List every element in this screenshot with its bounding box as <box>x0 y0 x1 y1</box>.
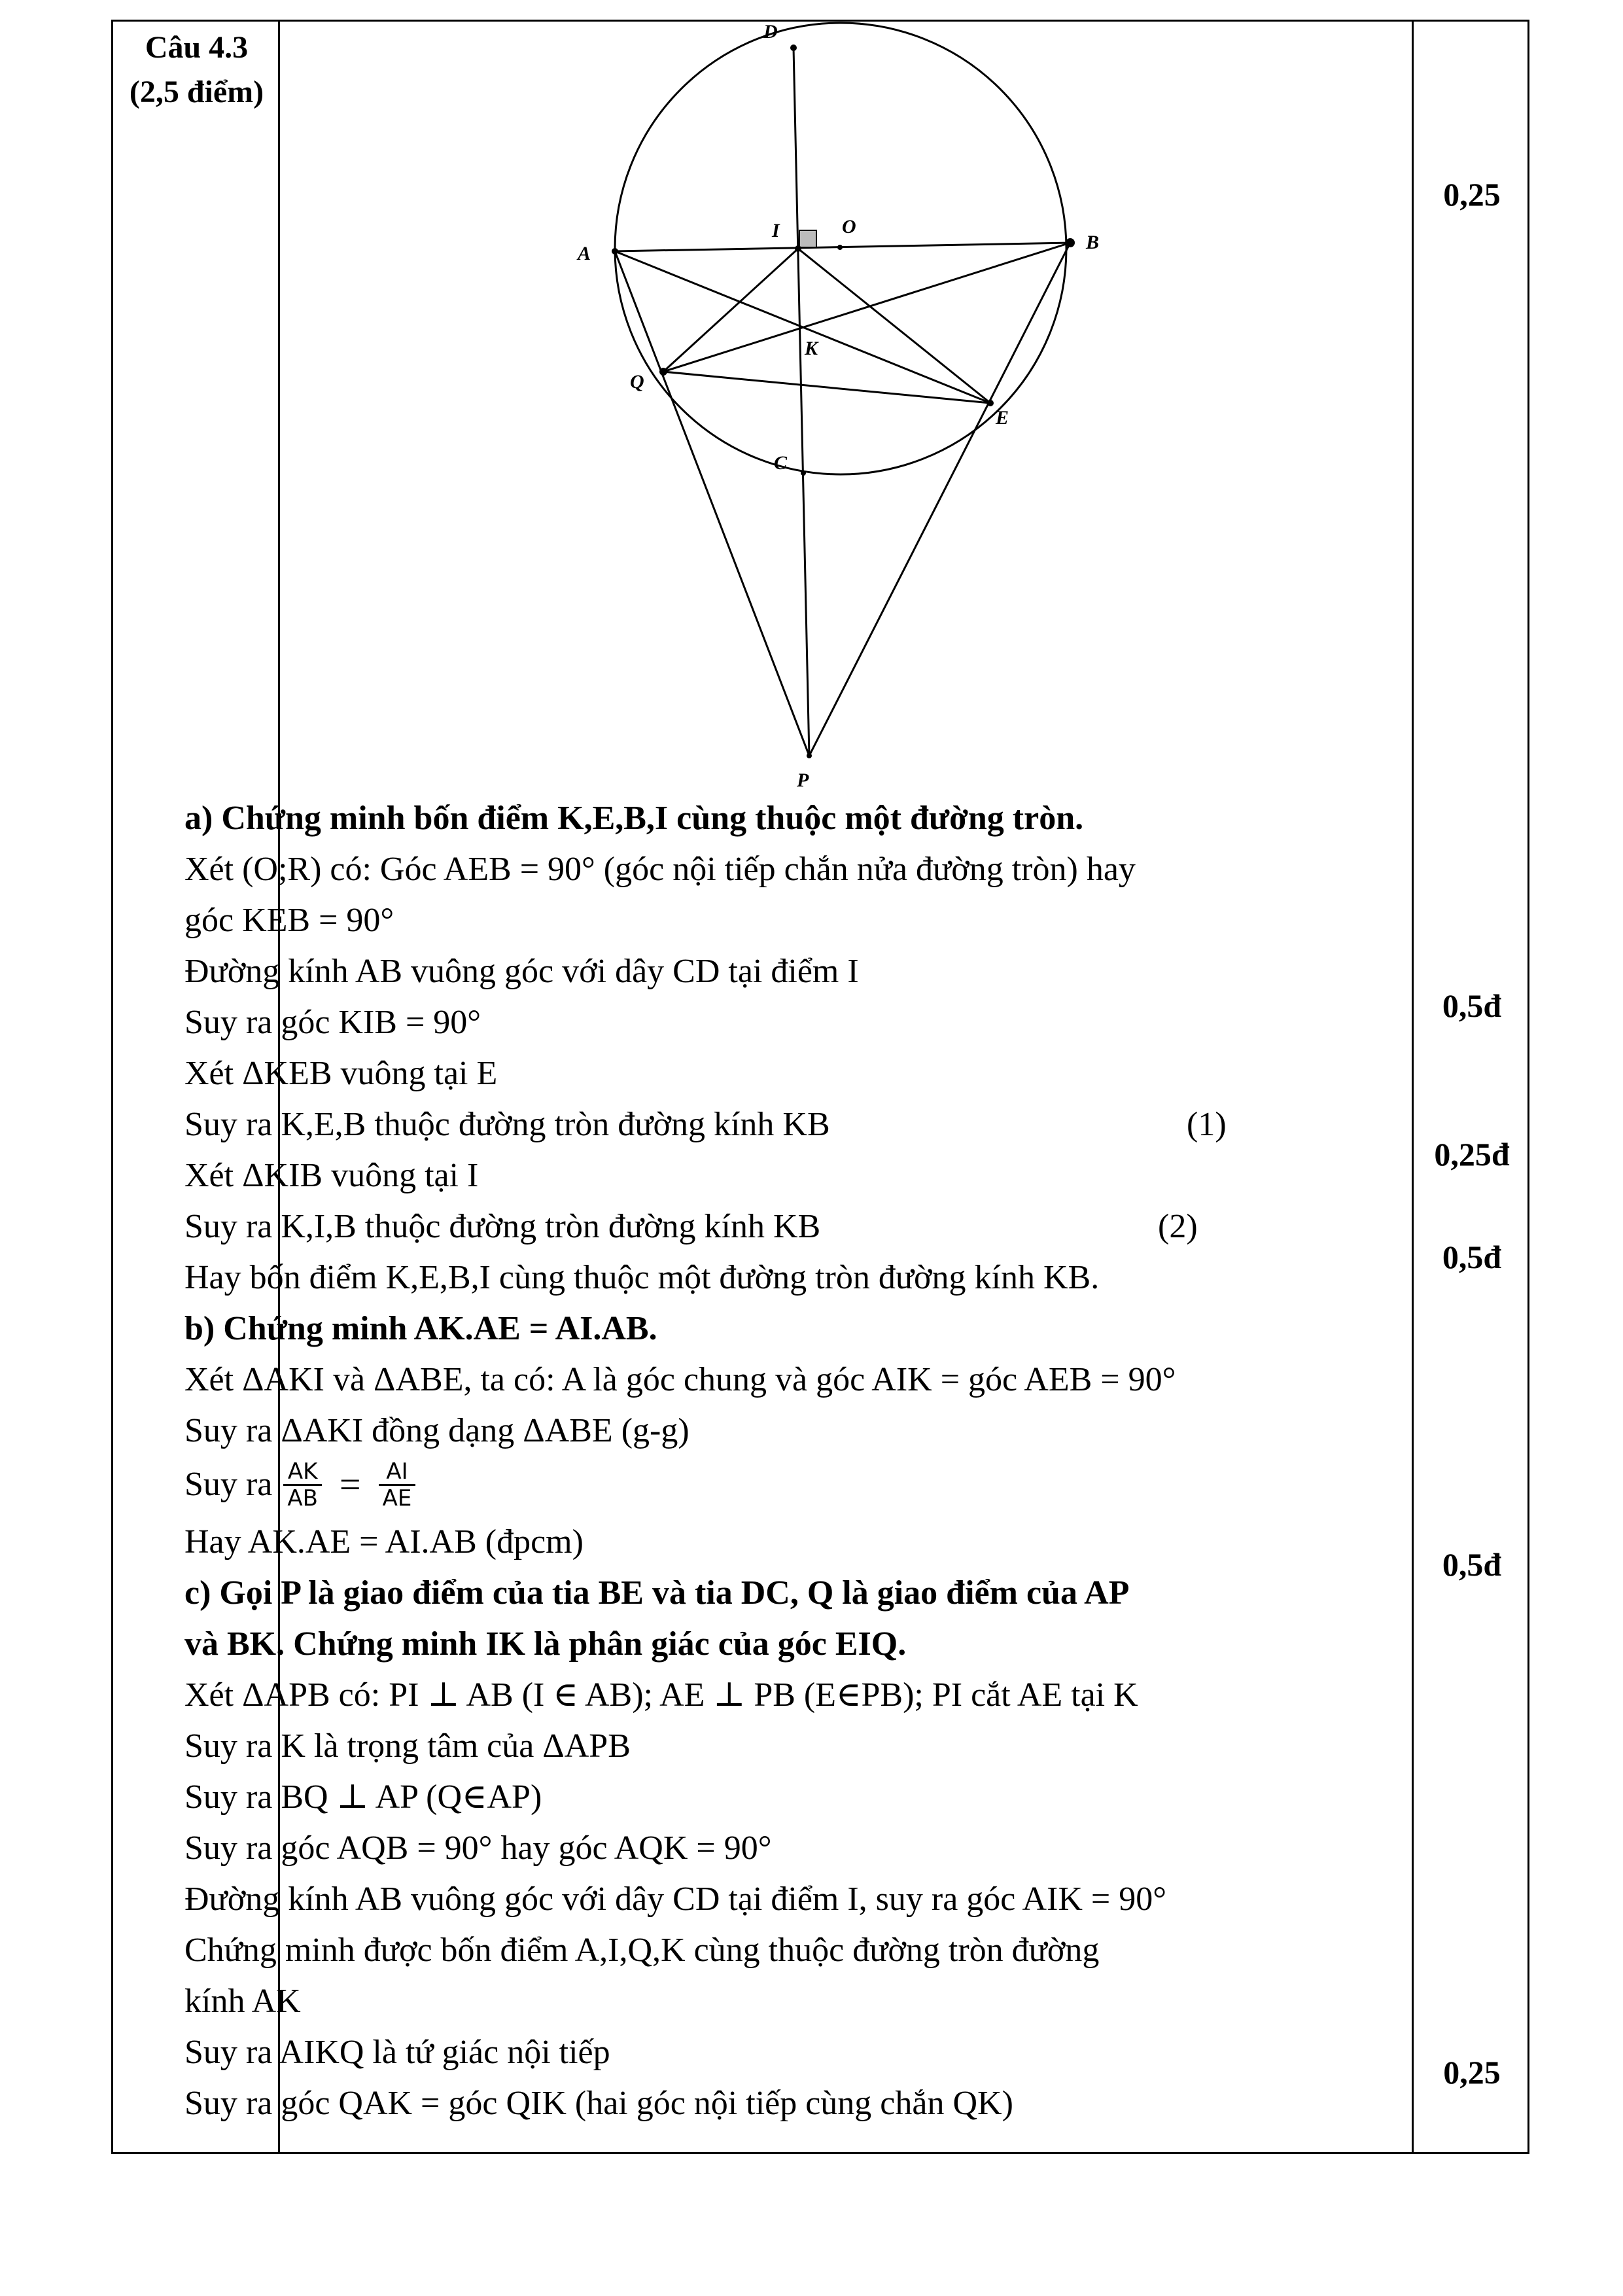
label-i: I <box>772 220 780 241</box>
segment-ab <box>615 243 1070 251</box>
part-a-line-2: góc KEB = 90° <box>184 902 394 939</box>
score-5: 0,5đ <box>1442 1546 1502 1583</box>
part-a-line-6-text: Suy ra K,E,B thuộc đường tròn đường kính KB <box>184 1106 830 1143</box>
part-a-line-7: Xét ΔKIB vuông tại I <box>184 1157 479 1194</box>
label-d: D <box>763 21 778 43</box>
part-c-line-9: Suy ra góc QAK = góc QIK (hai góc nội tiếp cùng chắn QK) <box>184 2085 1013 2122</box>
equals-sign: = <box>339 1463 361 1506</box>
right-angle-mark <box>799 230 816 247</box>
fraction-1-numerator: AK <box>283 1459 322 1486</box>
part-a-line-3: Đường kính AB vuông góc với dây CD tại điểm I <box>184 953 859 990</box>
score-2: 0,5đ <box>1442 987 1502 1024</box>
part-c-line-7: kính AK <box>184 1983 301 2020</box>
equation-tag-1: (1) <box>1187 1106 1227 1143</box>
part-a-line-8 <box>184 1201 1349 1252</box>
label-a: A <box>578 243 591 264</box>
segment-iq <box>663 249 798 372</box>
part-b-line-1: Xét ΔAKI và ΔABE, ta có: A là góc chung và góc AIK = góc AEB = 90° <box>184 1361 1176 1398</box>
label-c: C <box>774 452 788 474</box>
score-3: 0,25đ <box>1434 1136 1510 1173</box>
question-title: Câu 4.3 <box>145 30 249 65</box>
point-e <box>987 400 994 406</box>
fraction-ai-ae <box>379 1459 416 1511</box>
part-c-line-5: Đường kính AB vuông góc với dây CD tại điểm I, suy ra góc AIK = 90° <box>184 1881 1167 1918</box>
score-1: 0,25 <box>1443 176 1501 213</box>
point-i <box>795 245 801 252</box>
part-a-line-9: Hay bốn điểm K,E,B,I cùng thuộc một đường tròn đường kính KB. <box>184 1259 1100 1296</box>
point-o <box>837 245 843 250</box>
segment-ie <box>798 249 990 403</box>
point-b <box>1066 238 1075 247</box>
solution-content <box>184 793 1349 2129</box>
point-p <box>807 753 812 758</box>
label-b: B <box>1086 232 1100 253</box>
part-c-line-8: Suy ra AIKQ là tứ giác nội tiếp <box>184 2034 610 2071</box>
score-6: 0,25 <box>1443 2054 1501 2091</box>
part-a-line-1: Xét (O;R) có: Góc AEB = 90° (góc nội tiếp chắn nửa đường tròn) hay <box>184 851 1136 888</box>
label-p: P <box>797 769 809 791</box>
fraction-ak-ab <box>283 1459 322 1511</box>
question-points: (2,5 điểm) <box>129 75 264 109</box>
fraction-1-denominator: AB <box>287 1485 318 1511</box>
part-c-title-1: c) Gọi P là giao điểm của tia BE và tia DC, Q là giao điểm của AP <box>184 1574 1130 1612</box>
part-c-line-1: Xét ΔAPB có: PI ⊥ AB (I ∈ AB); AE ⊥ PB (E∈PB); PI cắt AE tại K <box>184 1676 1138 1714</box>
label-q: Q <box>630 371 644 393</box>
part-a-line-4: Suy ra góc KIB = 90° <box>184 1004 481 1041</box>
point-d <box>790 44 797 51</box>
segment-bp <box>809 243 1070 756</box>
part-c-line-2: Suy ra K là trọng tâm của ΔAPB <box>184 1727 631 1765</box>
part-c-line-6: Chứng minh được bốn điểm A,I,Q,K cùng thuộc đường tròn đường <box>184 1932 1100 1969</box>
part-a-line-6 <box>184 1099 1349 1150</box>
part-c-line-4: Suy ra góc AQB = 90° hay góc AQK = 90° <box>184 1829 772 1867</box>
label-o: O <box>842 216 856 238</box>
geometry-figure <box>0 0 1623 798</box>
point-q <box>659 368 667 376</box>
fraction-2-denominator: AE <box>382 1485 412 1511</box>
part-b-line-4: Hay AK.AE = AI.AB (đpcm) <box>184 1523 584 1561</box>
part-c-title-2: và BK. Chứng minh IK là phân giác của góc EIQ. <box>184 1625 907 1663</box>
score-4: 0,5đ <box>1442 1239 1502 1275</box>
label-e: E <box>996 407 1009 429</box>
point-a <box>612 248 618 255</box>
part-b-line-2: Suy ra ΔAKI đồng dạng ΔABE (g-g) <box>184 1412 689 1449</box>
part-c-line-3: Suy ra BQ ⊥ AP (Q∈AP) <box>184 1778 542 1816</box>
equation-tag-2: (2) <box>1158 1208 1198 1245</box>
segment-dp <box>794 48 809 756</box>
segment-qe <box>663 372 990 403</box>
label-k: K <box>805 338 818 359</box>
part-b-line-3 <box>184 1457 1349 1517</box>
point-c <box>801 470 806 476</box>
fraction-2-numerator: AI <box>379 1459 416 1486</box>
part-b-line-3-prefix: Suy ra <box>184 1466 273 1504</box>
part-b-title: b) Chứng minh AK.AE = AI.AB. <box>184 1310 657 1347</box>
part-a-title: a) Chứng minh bốn điểm K,E,B,I cùng thuộc một đường tròn. <box>184 800 1084 837</box>
part-a-line-5: Xét ΔKEB vuông tại E <box>184 1055 498 1092</box>
part-a-line-8-text: Suy ra K,I,B thuộc đường tròn đường kính KB <box>184 1208 821 1245</box>
